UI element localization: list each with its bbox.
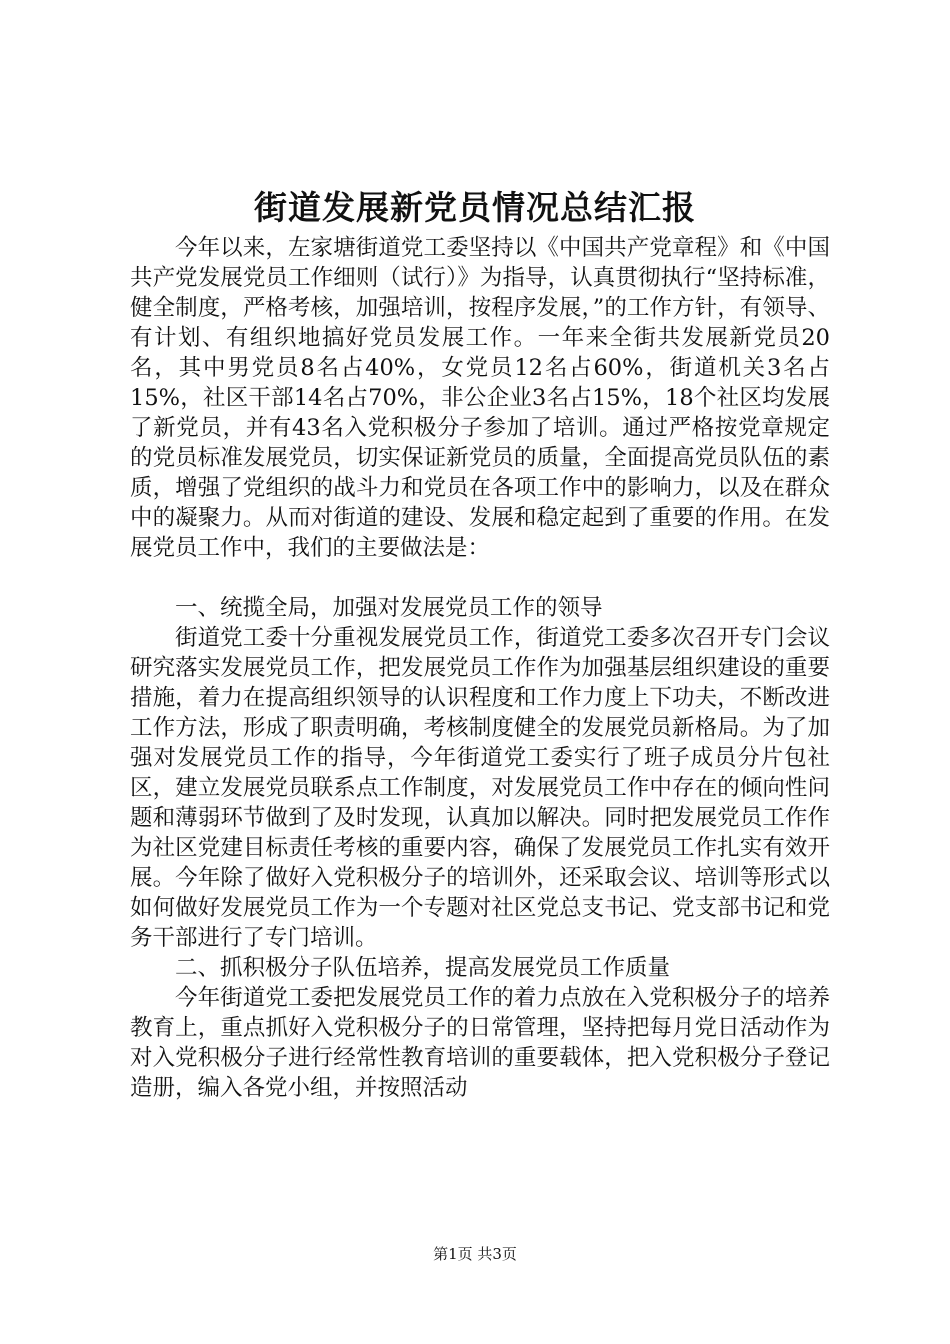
section-heading-1: 一、统揽全局，加强对发展党员工作的领导 xyxy=(175,595,603,621)
document-title: 街道发展新党员情况总结汇报 xyxy=(254,188,696,227)
page-footer xyxy=(0,1244,950,1264)
page-number: 第1页 xyxy=(433,1245,473,1263)
intro-paragraph: 今年以来，左家塘街道党工委坚持以《中国共产党章程》和《中国共产党发展党员工作细则（试行）》为指导，认真贯彻执行“坚持标准，健全制度，严格考核，加强培训，按程序发展，”的工作方针，有领导、有计划、有组织地搞好党员发展工作。一年来全街共发展新党员20名，其中男党员8名占40%，女党员12名占60%，街道机关3名占15%，社区干部14名占70%，非公企业3名占15%，18个社区均发展了新党员，并有43名入党积极分子参加了培训。通过严格按党章规定的党员标准发展党员，切实保证新党员的质量，全面提高党员队伍的素质，增强了党组织的战斗力和党员在各项工作中的影响力，以及在群众中的凝聚力。从而对街道的建设、发展和稳定起到了重要的作用。在发展党员工作中，我们的主要做法是： xyxy=(130,235,831,561)
section-1-paragraph: 街道党工委十分重视发展党员工作，街道党工委多次召开专门会议研究落实发展党员工作，把发展党员工作作为加强基层组织建设的重要措施，着力在提高组织领导的认识程度和工作力度上下功夫，不断改进工作方法，形成了职责明确，考核制度健全的发展党员新格局。为了加强对发展党员工作的指导，今年街道党工委实行了班子成员分片包社区，建立发展党员联系点工作制度，对发展党员工作中存在的倾向性问题和薄弱环节做到了及时发现，认真加以解决。同时把发展党员工作作为社区党建目标责任考核的重要内容，确保了发展党员工作扎实有效开展。今年除了做好入党积极分子的培训外，还采取会议、培训等形式以如何做好发展党员工作为一个专题对社区党总支书记、党支部书记和党务干部进行了专门培训。 xyxy=(130,625,830,951)
page-total: 共3页 xyxy=(477,1245,517,1263)
document-body xyxy=(130,233,830,1103)
section-2-paragraph: 今年街道党工委把发展党员工作的着力点放在入党积极分子的培养教育上，重点抓好入党积极分子的日常管理，坚持把每月党日活动作为对入党积极分子进行经常性教育培训的重要载体，把入党积极分子登记造册，编入各党小组，并按照活动 xyxy=(130,985,830,1101)
section-heading-2: 二、抓积极分子队伍培养，提高发展党员工作质量 xyxy=(175,955,671,981)
